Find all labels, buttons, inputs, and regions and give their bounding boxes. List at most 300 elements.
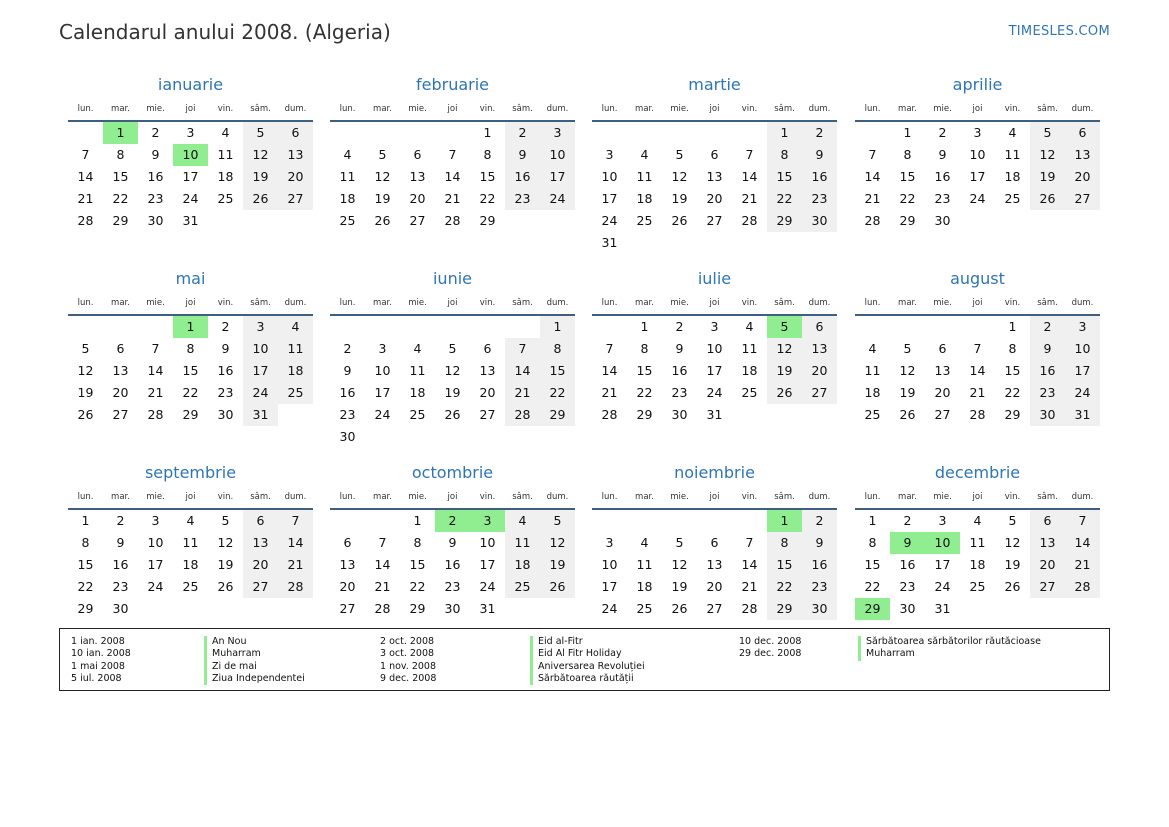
day: 25 xyxy=(741,385,758,400)
day: 14 xyxy=(444,169,461,184)
day: 26 xyxy=(899,407,916,422)
weekend-day: 20 xyxy=(243,554,278,576)
day: 4 xyxy=(221,125,230,140)
day: 8 xyxy=(116,147,125,162)
day-grid xyxy=(68,122,313,232)
day: 28 xyxy=(741,601,758,616)
legend-holiday-name: Eid al-Fitr xyxy=(530,636,645,648)
weekend-day: 20 xyxy=(278,166,313,188)
empty-cell xyxy=(697,510,732,532)
day: 7 xyxy=(605,341,614,356)
weekend-day: 22 xyxy=(540,382,575,404)
weekend-day: 8 xyxy=(767,144,802,166)
day: 23 xyxy=(934,191,951,206)
day: 19 xyxy=(1004,557,1021,572)
day: 15 xyxy=(77,557,94,572)
day: 23 xyxy=(147,191,164,206)
day: 24 xyxy=(969,191,986,206)
day-grid xyxy=(330,316,575,448)
day: 22 xyxy=(112,191,129,206)
day: 19 xyxy=(671,579,688,594)
day: 18 xyxy=(1004,169,1021,184)
day: 3 xyxy=(710,319,719,334)
day: 13 xyxy=(409,169,426,184)
day: 7 xyxy=(378,535,387,550)
holiday-day: 1 xyxy=(103,122,138,144)
empty-cell xyxy=(330,122,365,144)
weekend-day: 20 xyxy=(1030,554,1065,576)
weekend-day: 6 xyxy=(243,510,278,532)
day: 14 xyxy=(864,169,881,184)
day: 3 xyxy=(186,125,195,140)
month-ianuarie xyxy=(68,72,313,232)
legend-date: 10 ian. 2008 xyxy=(71,648,131,660)
month-noiembrie xyxy=(592,460,837,620)
day: 9 xyxy=(151,147,160,162)
weekend-day: 30 xyxy=(802,210,837,232)
day: 16 xyxy=(339,385,356,400)
day: 16 xyxy=(934,169,951,184)
day: 19 xyxy=(77,385,94,400)
day: 22 xyxy=(899,191,916,206)
weekday-label: sâm. xyxy=(250,298,271,308)
day: 10 xyxy=(147,535,164,550)
weekend-day: 16 xyxy=(802,166,837,188)
day: 5 xyxy=(675,147,684,162)
weekday-label: joi xyxy=(185,492,196,502)
day: 12 xyxy=(1004,535,1021,550)
day: 11 xyxy=(864,363,881,378)
weekend-day: 27 xyxy=(1030,576,1065,598)
weekend-day: 7 xyxy=(278,510,313,532)
weekday-label: lun. xyxy=(864,298,881,308)
weekday-label: sâm. xyxy=(774,298,795,308)
day: 30 xyxy=(147,213,164,228)
weekday-label: mar. xyxy=(898,298,917,308)
day: 15 xyxy=(409,557,426,572)
weekend-day: 13 xyxy=(802,338,837,360)
day: 15 xyxy=(1004,363,1021,378)
day: 19 xyxy=(671,191,688,206)
legend-date: 9 dec. 2008 xyxy=(380,672,437,684)
day: 18 xyxy=(636,191,653,206)
day: 11 xyxy=(409,363,426,378)
weekend-day: 9 xyxy=(802,144,837,166)
day: 30 xyxy=(217,407,234,422)
day: 18 xyxy=(864,385,881,400)
legend-names xyxy=(858,636,1041,661)
day: 1 xyxy=(81,513,90,528)
weekend-day: 18 xyxy=(278,360,313,382)
day: 6 xyxy=(413,147,422,162)
day: 21 xyxy=(741,191,758,206)
legend-date: 1 ian. 2008 xyxy=(71,636,125,647)
day: 13 xyxy=(479,363,496,378)
weekday-label: vin. xyxy=(479,492,496,502)
weekday-label: lun. xyxy=(601,492,618,502)
empty-cell xyxy=(365,122,400,144)
weekend-day: 28 xyxy=(1065,576,1100,598)
day: 17 xyxy=(182,169,199,184)
weekend-day: 11 xyxy=(278,338,313,360)
month-name: noiembrie xyxy=(674,463,755,482)
day: 10 xyxy=(601,557,618,572)
day: 4 xyxy=(640,535,649,550)
day: 18 xyxy=(409,385,426,400)
weekday-label: joi xyxy=(709,298,720,308)
day: 11 xyxy=(636,557,653,572)
day: 29 xyxy=(409,601,426,616)
day: 30 xyxy=(671,407,688,422)
weekend-day: 10 xyxy=(243,338,278,360)
day: 11 xyxy=(217,147,234,162)
day: 6 xyxy=(116,341,125,356)
day: 12 xyxy=(374,169,391,184)
day: 11 xyxy=(636,169,653,184)
weekend-day: 19 xyxy=(540,554,575,576)
weekend-day: 27 xyxy=(278,188,313,210)
day: 17 xyxy=(706,363,723,378)
weekend-day: 11 xyxy=(505,532,540,554)
weekend-day: 8 xyxy=(767,532,802,554)
weekday-label: dum. xyxy=(1071,104,1094,114)
day-grid xyxy=(855,316,1100,426)
empty-cell xyxy=(68,316,103,338)
day: 10 xyxy=(969,147,986,162)
weekday-label: mie. xyxy=(146,298,165,308)
legend-dates xyxy=(739,636,801,661)
weekday-label: lun. xyxy=(601,298,618,308)
day: 13 xyxy=(706,557,723,572)
day: 10 xyxy=(479,535,496,550)
day: 4 xyxy=(1008,125,1017,140)
month-februarie xyxy=(330,72,575,232)
day: 1 xyxy=(640,319,649,334)
day: 24 xyxy=(706,385,723,400)
weekday-label: mie. xyxy=(146,492,165,502)
weekday-label: sâm. xyxy=(512,104,533,114)
weekday-label: sâm. xyxy=(512,298,533,308)
weekend-day: 12 xyxy=(243,144,278,166)
day: 7 xyxy=(81,147,90,162)
weekday-label: sâm. xyxy=(250,104,271,114)
empty-cell xyxy=(400,316,435,338)
day: 2 xyxy=(221,319,230,334)
day: 23 xyxy=(339,407,356,422)
weekend-day: 6 xyxy=(1065,122,1100,144)
day-grid xyxy=(855,122,1100,232)
day: 15 xyxy=(864,557,881,572)
day: 8 xyxy=(1008,341,1017,356)
weekday-label: joi xyxy=(709,492,720,502)
day: 22 xyxy=(864,579,881,594)
weekday-label: mie. xyxy=(408,298,427,308)
day: 15 xyxy=(479,169,496,184)
day: 21 xyxy=(864,191,881,206)
weekend-day: 9 xyxy=(802,532,837,554)
day: 8 xyxy=(640,341,649,356)
weekday-label: mar. xyxy=(111,492,130,502)
day: 20 xyxy=(112,385,129,400)
day: 16 xyxy=(147,169,164,184)
weekday-label: mar. xyxy=(373,492,392,502)
empty-cell xyxy=(68,122,103,144)
day: 12 xyxy=(217,535,234,550)
weekday-label: sâm. xyxy=(512,492,533,502)
day: 6 xyxy=(938,341,947,356)
day: 4 xyxy=(186,513,195,528)
weekday-label: sâm. xyxy=(1037,298,1058,308)
day: 24 xyxy=(479,579,496,594)
weekday-label: vin. xyxy=(1004,492,1021,502)
brand-link[interactable]: TIMESLES.COM xyxy=(1008,24,1110,39)
month-name: februarie xyxy=(415,75,490,94)
day: 29 xyxy=(77,601,94,616)
day: 9 xyxy=(116,535,125,550)
day: 11 xyxy=(1004,147,1021,162)
day: 11 xyxy=(339,169,356,184)
weekend-day: 27 xyxy=(243,576,278,598)
day: 9 xyxy=(221,341,230,356)
day: 10 xyxy=(706,341,723,356)
day: 15 xyxy=(899,169,916,184)
weekend-day: 12 xyxy=(767,338,802,360)
day: 10 xyxy=(601,169,618,184)
day-grid xyxy=(592,510,837,620)
day: 21 xyxy=(147,385,164,400)
day: 20 xyxy=(706,191,723,206)
weekday-label: vin. xyxy=(217,492,234,502)
day: 23 xyxy=(899,579,916,594)
weekend-day: 22 xyxy=(767,576,802,598)
day: 17 xyxy=(601,191,618,206)
weekend-day: 15 xyxy=(767,554,802,576)
day: 29 xyxy=(182,407,199,422)
day: 22 xyxy=(182,385,199,400)
weekday-label: mar. xyxy=(635,104,654,114)
day: 4 xyxy=(745,319,754,334)
holiday-day: 2 xyxy=(435,510,470,532)
weekend-day: 15 xyxy=(767,166,802,188)
weekday-label: mie. xyxy=(670,492,689,502)
weekday-header xyxy=(855,98,1100,122)
day: 24 xyxy=(601,601,618,616)
weekend-day: 30 xyxy=(1030,404,1065,426)
weekday-label: vin. xyxy=(741,492,758,502)
day: 9 xyxy=(448,535,457,550)
day: 11 xyxy=(741,341,758,356)
day-grid xyxy=(855,510,1100,620)
month-name: octombrie xyxy=(411,463,494,482)
weekday-label: vin. xyxy=(1004,298,1021,308)
day: 26 xyxy=(671,601,688,616)
weekday-header xyxy=(68,486,313,510)
day: 2 xyxy=(151,125,160,140)
weekend-day: 17 xyxy=(540,166,575,188)
legend-holiday-name: Zi de mai xyxy=(204,661,305,673)
month-name: decembrie xyxy=(934,463,1021,482)
day: 18 xyxy=(636,579,653,594)
empty-cell xyxy=(592,510,627,532)
weekend-day: 14 xyxy=(278,532,313,554)
day: 17 xyxy=(601,579,618,594)
weekday-label: lun. xyxy=(339,298,356,308)
day: 27 xyxy=(934,407,951,422)
empty-cell xyxy=(505,316,540,338)
weekend-day: 8 xyxy=(540,338,575,360)
month-name: ianuarie xyxy=(157,75,224,94)
month-martie xyxy=(592,72,837,254)
weekday-label: sâm. xyxy=(250,492,271,502)
day: 16 xyxy=(112,557,129,572)
weekday-header xyxy=(330,98,575,122)
day: 16 xyxy=(671,363,688,378)
weekday-label: vin. xyxy=(217,298,234,308)
day: 24 xyxy=(182,191,199,206)
legend-date: 5 iul. 2008 xyxy=(71,672,122,684)
day-grid xyxy=(592,316,837,426)
day: 27 xyxy=(409,213,426,228)
empty-cell xyxy=(855,316,890,338)
weekday-label: lun. xyxy=(864,492,881,502)
weekend-day: 2 xyxy=(802,122,837,144)
day: 29 xyxy=(1004,407,1021,422)
weekend-day: 3 xyxy=(540,122,575,144)
day-grid xyxy=(330,510,575,620)
weekday-label: dum. xyxy=(1071,298,1094,308)
day: 25 xyxy=(636,213,653,228)
day: 18 xyxy=(741,363,758,378)
weekday-label: mie. xyxy=(933,298,952,308)
day: 7 xyxy=(745,147,754,162)
weekday-label: dum. xyxy=(546,298,569,308)
weekend-day: 3 xyxy=(243,316,278,338)
day: 3 xyxy=(151,513,160,528)
empty-cell xyxy=(925,316,960,338)
day: 16 xyxy=(899,557,916,572)
legend-dates xyxy=(380,636,436,685)
weekday-header xyxy=(330,486,575,510)
weekday-label: mar. xyxy=(635,298,654,308)
weekend-day: 20 xyxy=(1065,166,1100,188)
day: 5 xyxy=(378,147,387,162)
day: 13 xyxy=(339,557,356,572)
day: 24 xyxy=(147,579,164,594)
weekday-label: mar. xyxy=(373,298,392,308)
empty-cell xyxy=(330,316,365,338)
weekend-day: 21 xyxy=(505,382,540,404)
weekday-label: lun. xyxy=(339,104,356,114)
day: 22 xyxy=(636,385,653,400)
day: 18 xyxy=(182,557,199,572)
weekend-day: 2 xyxy=(1030,316,1065,338)
day: 20 xyxy=(339,579,356,594)
weekday-label: dum. xyxy=(284,104,307,114)
day: 25 xyxy=(969,579,986,594)
weekend-day: 5 xyxy=(243,122,278,144)
weekend-day: 17 xyxy=(243,360,278,382)
weekend-day: 23 xyxy=(802,188,837,210)
day: 18 xyxy=(339,191,356,206)
day: 28 xyxy=(77,213,94,228)
weekday-label: dum. xyxy=(546,104,569,114)
weekday-label: mie. xyxy=(408,104,427,114)
day: 25 xyxy=(409,407,426,422)
day: 5 xyxy=(1008,513,1017,528)
empty-cell xyxy=(400,122,435,144)
day: 17 xyxy=(934,557,951,572)
empty-cell xyxy=(960,316,995,338)
day: 12 xyxy=(444,363,461,378)
month-name: iulie xyxy=(697,269,732,288)
day: 27 xyxy=(706,601,723,616)
day: 2 xyxy=(116,513,125,528)
weekend-day: 17 xyxy=(1065,360,1100,382)
day: 13 xyxy=(112,363,129,378)
month-septembrie xyxy=(68,460,313,620)
day: 14 xyxy=(601,363,618,378)
empty-cell xyxy=(435,316,470,338)
weekend-day: 1 xyxy=(767,122,802,144)
day: 7 xyxy=(745,535,754,550)
day: 17 xyxy=(969,169,986,184)
holiday-day: 10 xyxy=(925,532,960,554)
day: 28 xyxy=(374,601,391,616)
day: 19 xyxy=(374,191,391,206)
weekday-label: lun. xyxy=(77,104,94,114)
day: 2 xyxy=(938,125,947,140)
day: 5 xyxy=(221,513,230,528)
day: 3 xyxy=(605,535,614,550)
month-name: aprilie xyxy=(952,75,1003,94)
legend-names xyxy=(530,636,645,685)
weekend-day: 20 xyxy=(802,360,837,382)
weekend-day: 12 xyxy=(1030,144,1065,166)
weekend-day: 26 xyxy=(243,188,278,210)
holiday-day: 5 xyxy=(767,316,802,338)
weekend-day: 19 xyxy=(767,360,802,382)
weekend-day: 29 xyxy=(767,210,802,232)
day: 26 xyxy=(374,213,391,228)
day: 25 xyxy=(636,601,653,616)
weekend-day: 7 xyxy=(505,338,540,360)
holiday-day: 29 xyxy=(855,598,890,620)
weekend-day: 22 xyxy=(767,188,802,210)
weekday-label: dum. xyxy=(808,298,831,308)
weekday-label: lun. xyxy=(864,104,881,114)
weekday-label: mie. xyxy=(408,492,427,502)
day: 8 xyxy=(186,341,195,356)
weekend-day: 6 xyxy=(278,122,313,144)
legend-date: 29 dec. 2008 xyxy=(739,648,802,660)
weekday-label: dum. xyxy=(284,492,307,502)
day: 8 xyxy=(903,147,912,162)
day: 31 xyxy=(706,407,723,422)
weekday-label: mar. xyxy=(111,104,130,114)
day: 18 xyxy=(217,169,234,184)
legend-dates xyxy=(71,636,131,685)
day: 8 xyxy=(413,535,422,550)
empty-cell xyxy=(732,510,767,532)
day: 28 xyxy=(864,213,881,228)
day: 2 xyxy=(343,341,352,356)
day: 10 xyxy=(374,363,391,378)
weekday-header xyxy=(592,486,837,510)
day: 20 xyxy=(409,191,426,206)
empty-cell xyxy=(662,122,697,144)
day-grid xyxy=(68,316,313,426)
weekend-day: 2 xyxy=(802,510,837,532)
